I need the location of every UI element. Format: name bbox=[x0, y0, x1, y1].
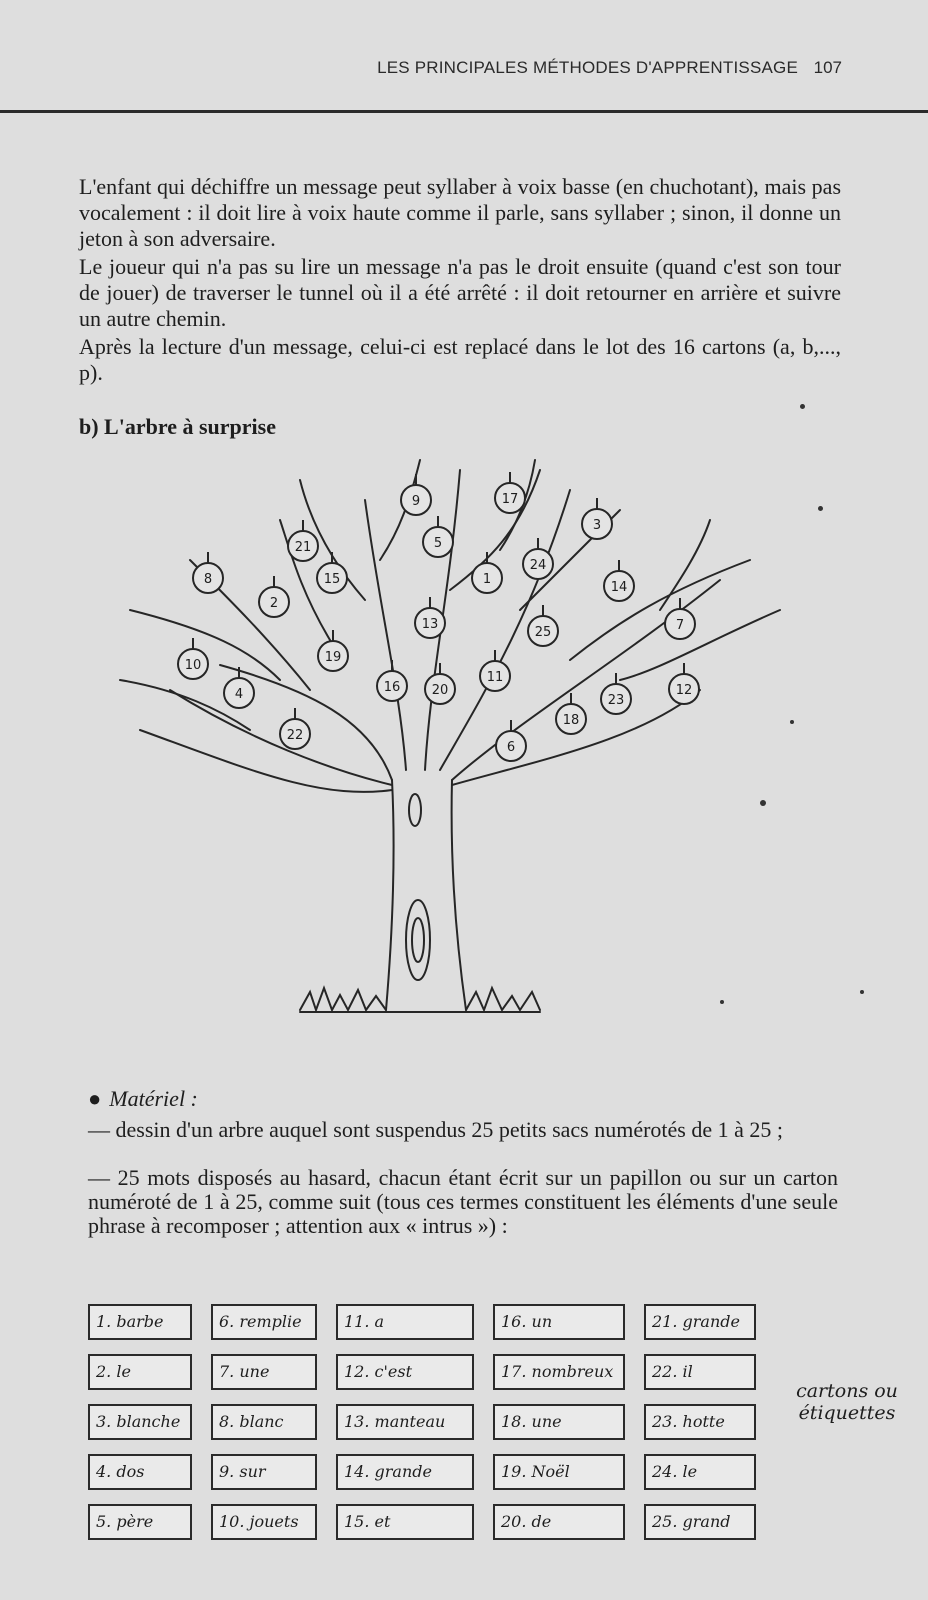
materiel-item-1: — dessin d'un arbre auquel sont suspendus 25 petits sacs numérotés de 1 à 25 ; bbox=[88, 1117, 784, 1142]
apple-number: 4 bbox=[234, 687, 244, 702]
scan-speck bbox=[860, 990, 864, 994]
scan-speck bbox=[818, 506, 823, 511]
paragraph-1: L'enfant qui déchiffre un message peut syllaber à voix basse (en chuchotant), mais pas vocalement : il doit lire à voix haute comme il parle, sans syllaber ; sinon, il donne un jeton à son adversaire. bbox=[79, 174, 841, 251]
word-card: 1. barbe bbox=[88, 1304, 192, 1340]
word-card: 15. et bbox=[336, 1504, 474, 1540]
apple-number: 3 bbox=[592, 518, 602, 533]
running-title: LES PRINCIPALES MÉTHODES D'APPRENTISSAGE bbox=[377, 58, 798, 77]
apple-number: 8 bbox=[203, 572, 213, 587]
word-card: 7. une bbox=[211, 1354, 317, 1390]
word-card: 21. grande bbox=[644, 1304, 756, 1340]
word-card: 9. sur bbox=[211, 1454, 317, 1490]
apple-number: 11 bbox=[486, 670, 504, 685]
word-card: 17. nombreux bbox=[493, 1354, 625, 1390]
apple-number: 22 bbox=[286, 728, 304, 743]
apple-number: 10 bbox=[184, 658, 202, 673]
apple-number: 24 bbox=[529, 558, 547, 573]
materiel-item-2: — 25 mots disposés au hasard, chacun étant écrit sur un papillon ou sur un carton numéroté de 1 à 25, comme suit (tous ces termes constituent les éléments d'une seule phrase à recomposer ; attention aux « intrus ») : bbox=[88, 1165, 838, 1238]
scan-speck bbox=[720, 1000, 724, 1004]
paragraph-3: Après la lecture d'un message, celui-ci est replacé dans le lot des 16 cartons (a, b,..., p). bbox=[79, 334, 841, 385]
apple-number: 13 bbox=[421, 617, 439, 632]
word-card: 2. le bbox=[88, 1354, 192, 1390]
word-card: 13. manteau bbox=[336, 1404, 474, 1440]
apple-number: 1 bbox=[482, 572, 492, 587]
word-card: 11. a bbox=[336, 1304, 474, 1340]
apple-number: 6 bbox=[506, 740, 516, 755]
word-card: 5. père bbox=[88, 1504, 192, 1540]
apple-number: 5 bbox=[433, 536, 443, 551]
apple-number: 21 bbox=[294, 540, 312, 555]
bullet-icon: ● bbox=[88, 1086, 102, 1111]
word-card: 23. hotte bbox=[644, 1404, 756, 1440]
materiel-text: Matériel : bbox=[109, 1086, 198, 1111]
apple-number: 9 bbox=[411, 494, 421, 509]
word-cards-grid bbox=[88, 1304, 756, 1540]
word-card: 10. jouets bbox=[211, 1504, 317, 1540]
side-note: cartons ou étiquettes bbox=[796, 1380, 898, 1424]
word-card: 3. blanche bbox=[88, 1404, 192, 1440]
apple-number: 17 bbox=[501, 492, 519, 507]
apple-number: 14 bbox=[610, 580, 628, 595]
scan-speck bbox=[790, 720, 794, 724]
apple-number: 12 bbox=[675, 683, 693, 698]
scan-speck bbox=[800, 404, 805, 409]
apple-number: 16 bbox=[383, 680, 401, 695]
word-card: 6. remplie bbox=[211, 1304, 317, 1340]
word-card: 19. Noël bbox=[493, 1454, 625, 1490]
section-title: b) L'arbre à surprise bbox=[79, 414, 276, 439]
scan-speck bbox=[760, 800, 766, 806]
apple-number: 20 bbox=[431, 683, 449, 698]
apple-number: 7 bbox=[675, 618, 685, 633]
word-card: 8. blanc bbox=[211, 1404, 317, 1440]
apple-number: 25 bbox=[534, 625, 552, 640]
materiel-label bbox=[88, 1086, 198, 1112]
word-card: 4. dos bbox=[88, 1454, 192, 1490]
apple-group bbox=[178, 472, 699, 761]
apple-number: 2 bbox=[269, 596, 279, 611]
paragraph-2: Le joueur qui n'a pas su lire un message n'a pas le droit ensuite (quand c'est son tour de jouer) de traverser le tunnel où il a été arrêté : il doit retourner en arrière et suivre un autre chemin. bbox=[79, 254, 841, 331]
word-card: 25. grand bbox=[644, 1504, 756, 1540]
word-card: 14. grande bbox=[336, 1454, 474, 1490]
word-card: 18. une bbox=[493, 1404, 625, 1440]
apple-number: 19 bbox=[324, 650, 342, 665]
apple-number: 23 bbox=[607, 693, 625, 708]
word-card: 22. il bbox=[644, 1354, 756, 1390]
word-card: 12. c'est bbox=[336, 1354, 474, 1390]
word-card: 20. de bbox=[493, 1504, 625, 1540]
tree-illustration bbox=[100, 440, 820, 1040]
word-card: 24. le bbox=[644, 1454, 756, 1490]
apple-number: 18 bbox=[562, 713, 580, 728]
page-header bbox=[0, 0, 928, 113]
page-number: 107 bbox=[813, 58, 842, 77]
apple-number: 15 bbox=[323, 572, 341, 587]
word-card: 16. un bbox=[493, 1304, 625, 1340]
